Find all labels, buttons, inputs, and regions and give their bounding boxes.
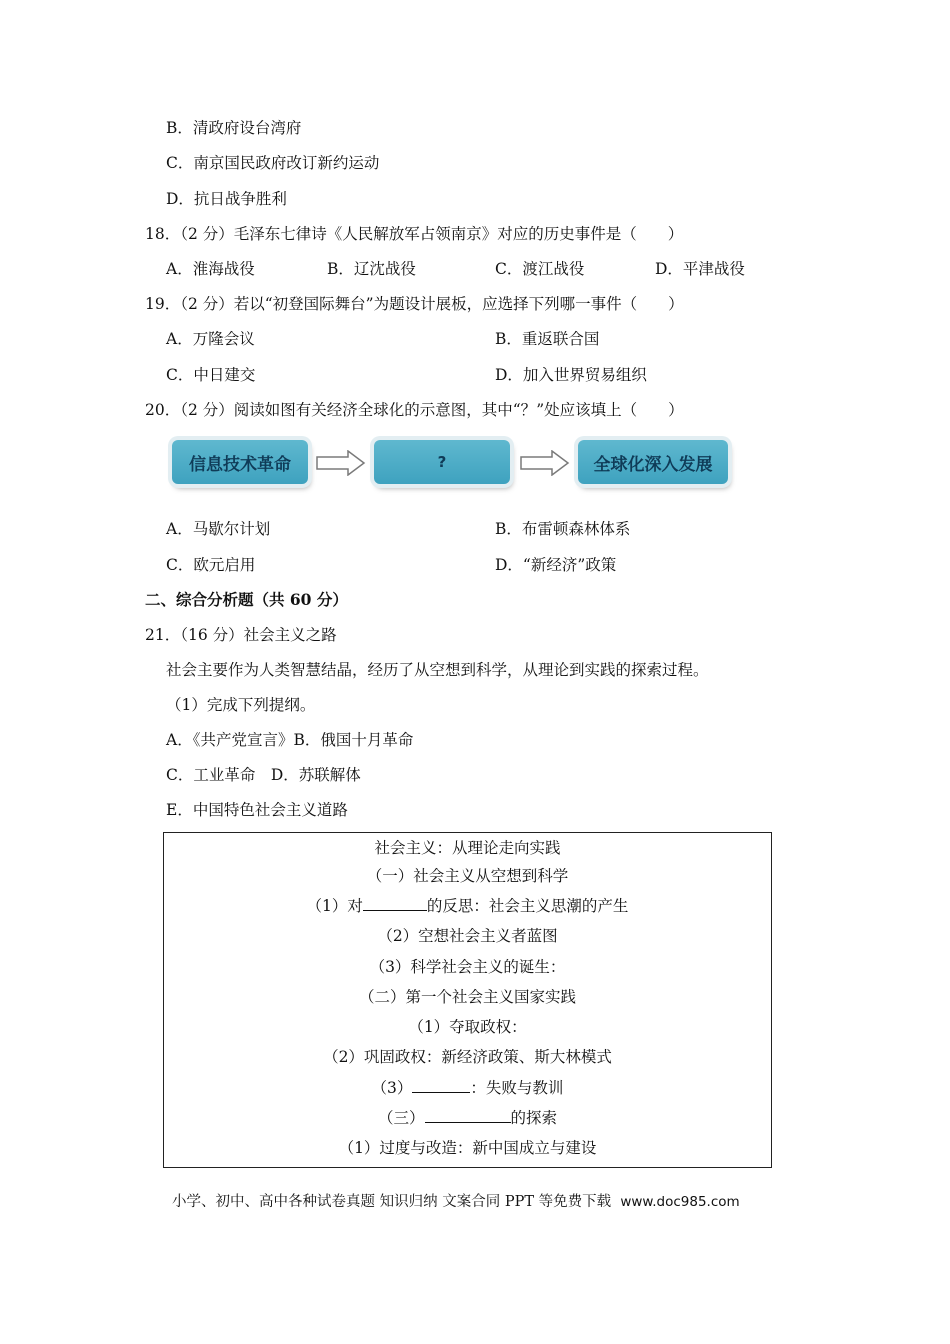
q20-option-d: D．“新经济”政策: [495, 556, 617, 574]
socialism-outline-box: [163, 832, 772, 1168]
outline-part1-item2: （2）空想社会主义者蓝图: [377, 927, 558, 945]
answer-blank-3[interactable]: [425, 1107, 511, 1123]
diagram-arrow-2-icon: [520, 450, 570, 476]
answer-blank-2[interactable]: [412, 1077, 470, 1093]
q20-stem: 20．（2 分）阅读如图有关经济全球化的示意图，其中“？”处应该填上（ ）: [145, 401, 684, 419]
q18-option-d: D．平津战役: [655, 260, 745, 278]
q18-option-a: A．淮海战役: [166, 260, 255, 278]
q21-stem: 21．（16 分）社会主义之路: [145, 626, 337, 644]
diagram-box-it-revolution: 信息技术革命: [172, 440, 308, 484]
outline-part2-item1: （1）夺取政权：: [408, 1018, 527, 1036]
answer-blank-1[interactable]: [363, 895, 427, 911]
outline-part3-item1: （1）过度与改造：新中国成立与建设: [338, 1139, 597, 1157]
globalization-diagram: [168, 436, 734, 492]
q19-option-b: B．重返联合国: [495, 330, 600, 348]
q21-choices-line1: A．《共产党宣言》B．俄国十月革命: [166, 731, 414, 749]
q18-option-c: C．渡江战役: [495, 260, 585, 278]
q21-intro: 社会主要作为人类智慧结晶，经历了从空想到科学，从理论到实践的探索过程。: [166, 661, 709, 679]
q19-option-d: D．加入世界贸易组织: [495, 366, 647, 384]
q18-stem: 18．（2 分）毛泽东七律诗《人民解放军占领南京》对应的历史事件是（ ）: [145, 225, 684, 243]
q20-option-a: A．马歇尔计划: [166, 520, 271, 538]
q18-option-b: B．辽沈战役: [327, 260, 416, 278]
outline-part1-item1: （1）对 的反思：社会主义思潮的产生: [306, 897, 629, 915]
q19-option-c: C．中日建交: [166, 366, 256, 384]
q17-option-b: B．清政府设台湾府: [166, 119, 302, 137]
outline-part3: （三） 的探索: [377, 1109, 558, 1127]
q21-choices-line2: C．工业革命 D．苏联解体: [166, 766, 361, 784]
q17-option-d: D．抗日战争胜利: [166, 190, 287, 208]
outline-part2-item3: （3） ：失败与教训: [371, 1079, 564, 1097]
section2-heading: 二、综合分析题（共 60 分）: [145, 590, 348, 609]
q17-option-c: C．南京国民政府改订新约运动: [166, 154, 380, 172]
diagram-arrow-1-icon: [316, 450, 366, 476]
outline-part2-item2: （2）巩固政权：新经济政策、斯大林模式: [323, 1048, 612, 1066]
outline-part2: （二）第一个社会主义国家实践: [358, 988, 576, 1006]
q21-sub1: （1）完成下列提纲。: [166, 696, 316, 714]
q19-stem: 19．（2 分）若以“初登国际舞台”为题设计展板，应选择下列哪一事件（ ）: [145, 295, 684, 313]
q19-option-a: A．万隆会议: [166, 330, 255, 348]
q20-option-b: B．布雷顿森林体系: [495, 520, 631, 538]
q21-choices-line3: E．中国特色社会主义道路: [166, 801, 348, 819]
outline-part1-item3: （3）科学社会主义的诞生：: [369, 958, 566, 976]
q20-option-c: C．欧元启用: [166, 556, 256, 574]
page-footer: [172, 1192, 740, 1212]
footer-text: 小学、初中、高中各种试卷真题 知识归纳 文案合同 PPT 等免费下载: [172, 1194, 612, 1210]
diagram-box-unknown: ?: [374, 440, 510, 484]
footer-url-link[interactable]: www.doc985.com: [620, 1194, 740, 1210]
outline-part1: （一）社会主义从空想到科学: [366, 867, 569, 885]
diagram-box-globalization: 全球化深入发展: [578, 440, 728, 484]
outline-title: 社会主义：从理论走向实践: [374, 839, 561, 857]
